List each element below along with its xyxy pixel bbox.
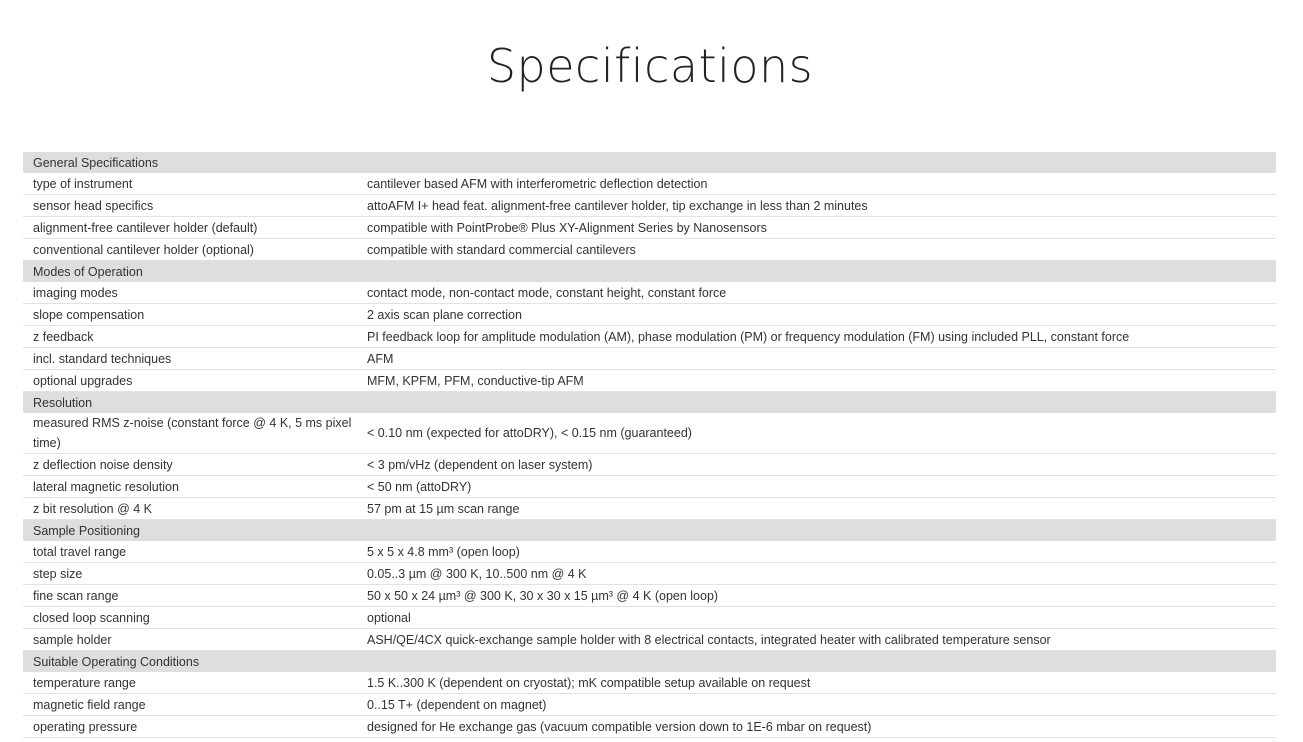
table-row (23, 716, 1276, 738)
table-row (23, 476, 1276, 498)
table-row (23, 607, 1276, 629)
table-row (23, 585, 1276, 607)
table-row (23, 672, 1276, 694)
row-label: operating pressure (23, 716, 357, 738)
row-value: cantilever based AFM with interferometric deflection detection (357, 173, 1276, 195)
section-title: Modes of Operation (23, 261, 1276, 283)
row-value: 0.05..3 µm @ 300 K, 10..500 nm @ 4 K (357, 563, 1276, 585)
page-title: Specifications (486, 38, 814, 93)
table-row (23, 370, 1276, 392)
row-value: compatible with PointProbe® Plus XY-Alignment Series by Nanosensors (357, 217, 1276, 239)
row-label: z bit resolution @ 4 K (23, 498, 357, 520)
table-row (23, 195, 1276, 217)
row-value: optional (357, 607, 1276, 629)
row-label: incl. standard techniques (23, 348, 357, 370)
row-value: PI feedback loop for amplitude modulation (AM), phase modulation (PM) or frequency modulation (FM) using included PLL, constant force (357, 326, 1276, 348)
row-value: 50 x 50 x 24 µm³ @ 300 K, 30 x 30 x 15 µm³ @ 4 K (open loop) (357, 585, 1276, 607)
row-label: z deflection noise density (23, 454, 357, 476)
row-label: measured RMS z-noise (constant force @ 4 K, 5 ms pixel time) (23, 413, 357, 454)
table-row (23, 282, 1276, 304)
row-value: 5 x 5 x 4.8 mm³ (open loop) (357, 541, 1276, 563)
row-label: z feedback (23, 326, 357, 348)
row-label: closed loop scanning (23, 607, 357, 629)
row-label: magnetic field range (23, 694, 357, 716)
row-value: < 50 nm (attoDRY) (357, 476, 1276, 498)
row-label: fine scan range (23, 585, 357, 607)
row-value: 2 axis scan plane correction (357, 304, 1276, 326)
specifications-table (23, 152, 1276, 738)
table-row (23, 498, 1276, 520)
row-value: AFM (357, 348, 1276, 370)
row-value: contact mode, non-contact mode, constant height, constant force (357, 282, 1276, 304)
section-header (23, 520, 1276, 542)
section-title: Suitable Operating Conditions (23, 651, 1276, 673)
row-value: < 0.10 nm (expected for attoDRY), < 0.15 nm (guaranteed) (357, 413, 1276, 454)
row-label: sample holder (23, 629, 357, 651)
table-row (23, 348, 1276, 370)
row-value: attoAFM I+ head feat. alignment-free cantilever holder, tip exchange in less than 2 minutes (357, 195, 1276, 217)
section-title: Resolution (23, 392, 1276, 414)
table-row (23, 326, 1276, 348)
table-row (23, 217, 1276, 239)
row-label: alignment-free cantilever holder (default) (23, 217, 357, 239)
section-header (23, 392, 1276, 414)
row-value: < 3 pm/vHz (dependent on laser system) (357, 454, 1276, 476)
section-title: Sample Positioning (23, 520, 1276, 542)
table-row (23, 563, 1276, 585)
section-header (23, 651, 1276, 673)
row-value: designed for He exchange gas (vacuum compatible version down to 1E-6 mbar on request) (357, 716, 1276, 738)
row-value: 0..15 T+ (dependent on magnet) (357, 694, 1276, 716)
section-header (23, 261, 1276, 283)
row-label: temperature range (23, 672, 357, 694)
table-row (23, 629, 1276, 651)
section-header (23, 152, 1276, 173)
table-row (23, 239, 1276, 261)
row-label: optional upgrades (23, 370, 357, 392)
row-label: total travel range (23, 541, 357, 563)
row-label: lateral magnetic resolution (23, 476, 357, 498)
row-value: compatible with standard commercial cantilevers (357, 239, 1276, 261)
row-label: imaging modes (23, 282, 357, 304)
row-label: slope compensation (23, 304, 357, 326)
table-row (23, 304, 1276, 326)
table-row (23, 694, 1276, 716)
row-value: 1.5 K..300 K (dependent on cryostat); mK compatible setup available on request (357, 672, 1276, 694)
row-label: conventional cantilever holder (optional) (23, 239, 357, 261)
table-row (23, 454, 1276, 476)
table-row (23, 173, 1276, 195)
row-label: step size (23, 563, 357, 585)
table-row (23, 541, 1276, 563)
section-title: General Specifications (23, 152, 1276, 173)
row-label: type of instrument (23, 173, 357, 195)
row-value: MFM, KPFM, PFM, conductive-tip AFM (357, 370, 1276, 392)
table-row (23, 413, 1276, 454)
row-value: 57 pm at 15 µm scan range (357, 498, 1276, 520)
row-value: ASH/QE/4CX quick-exchange sample holder with 8 electrical contacts, integrated heater with calibrated temperature sensor (357, 629, 1276, 651)
row-label: sensor head specifics (23, 195, 357, 217)
